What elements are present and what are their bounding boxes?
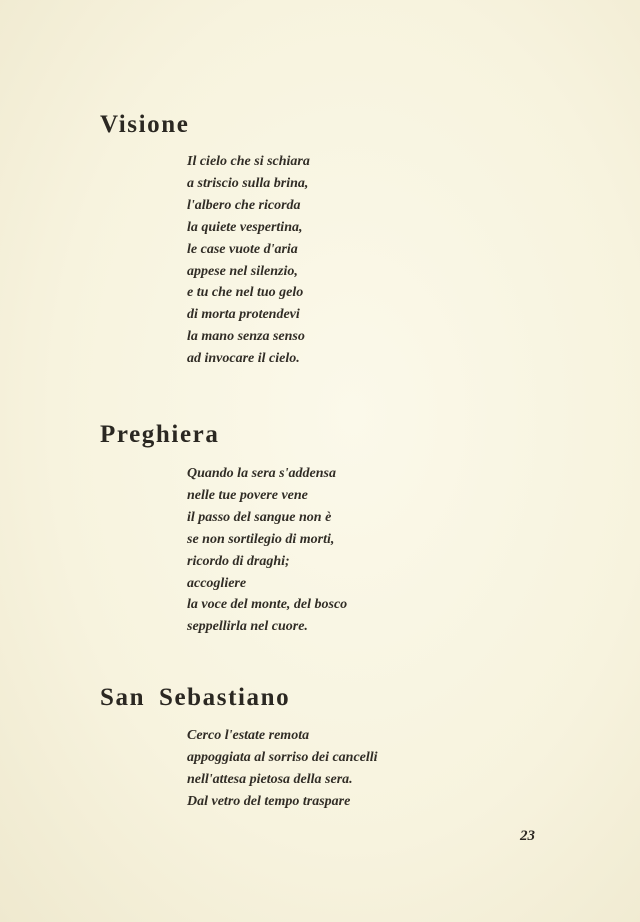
verse-line: l'albero che ricorda <box>187 197 301 213</box>
verse-line: seppellirla nel cuore. <box>187 619 308 635</box>
poem-title-visione: Visione <box>100 111 190 138</box>
poem-body-san-sebastiano <box>187 725 378 813</box>
verse-line: la quiete vespertina, <box>187 219 303 235</box>
verse-line: di morta protendevi <box>187 307 300 323</box>
verse-line: accogliere <box>187 575 247 591</box>
verse-line: nelle tue povere vene <box>187 487 308 503</box>
poem-title-preghiera: Preghiera <box>100 421 220 448</box>
poem-title-san-sebastiano: San Sebastiano <box>100 684 291 711</box>
poem-body-preghiera <box>187 463 347 638</box>
verse-line: ricordo di draghi; <box>187 553 290 569</box>
verse-line: Quando la sera s'addensa <box>187 466 336 481</box>
verse-line: Cerco l'estate remota <box>187 728 310 743</box>
verse-line: Dal vetro del tempo traspare <box>187 793 351 809</box>
page-number: 23 <box>520 828 535 844</box>
verse-line: Il cielo che si schiara <box>187 154 310 169</box>
verse-line: se non sortilegio di morti, <box>187 531 335 547</box>
verse-line: a striscio sulla brina, <box>187 175 309 191</box>
verse-line: il passo del sangue non è <box>187 509 332 525</box>
verse-line: appoggiata al sorriso dei cancelli <box>187 749 378 765</box>
poem-body-visione <box>187 151 310 370</box>
verse-line: ad invocare il cielo. <box>187 351 300 367</box>
verse-line: le case vuote d'aria <box>187 241 298 257</box>
verse-line: nell'attesa pietosa della sera. <box>187 771 353 787</box>
verse-line: la voce del monte, del bosco <box>187 597 348 613</box>
verse-line: appese nel silenzio, <box>187 263 298 279</box>
verse-line: la mano senza senso <box>187 329 305 345</box>
verse-line: e tu che nel tuo gelo <box>187 285 304 301</box>
